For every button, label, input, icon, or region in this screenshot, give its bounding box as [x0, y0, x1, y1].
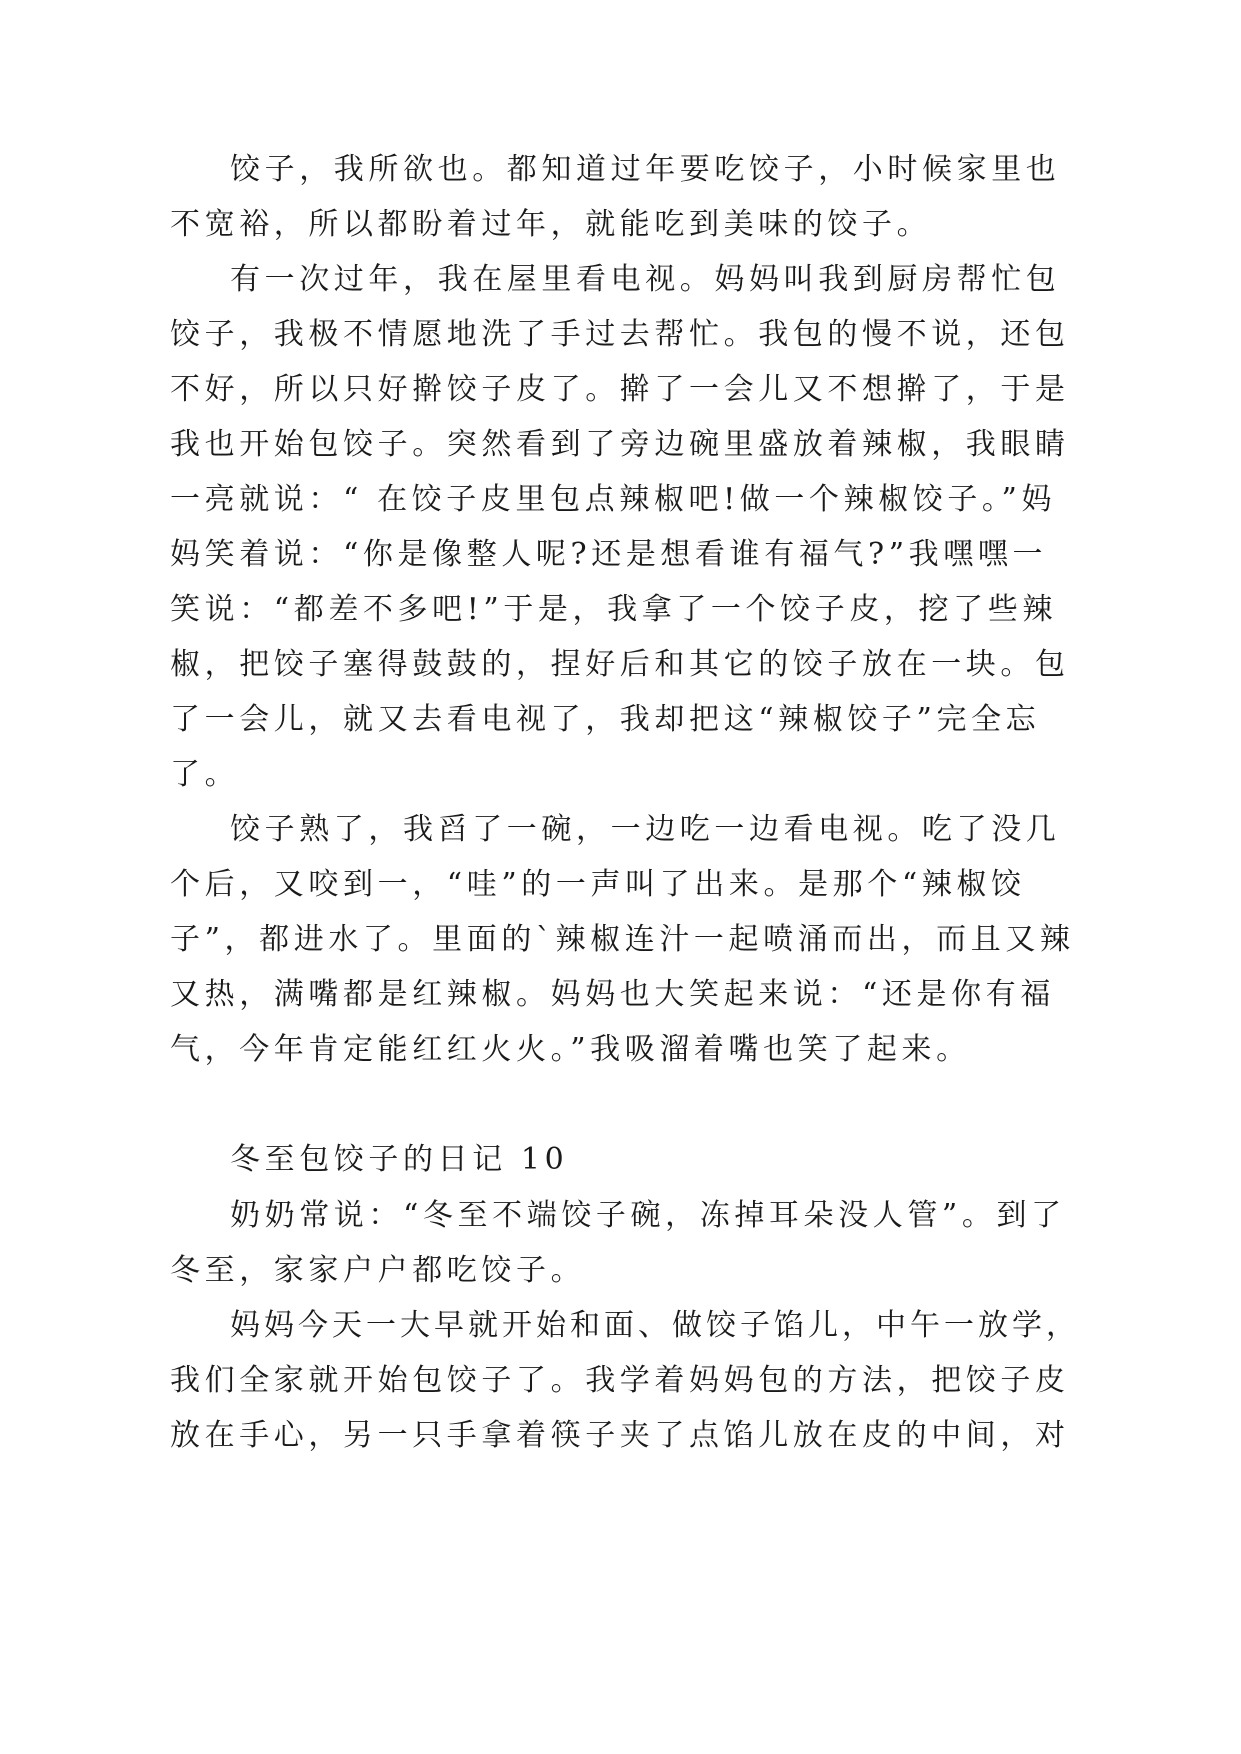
paragraph-line: 一亮就说：“ 在饺子皮里包点辣椒吧!做一个辣椒饺子。”妈	[170, 482, 1057, 517]
paragraph-line: 子”，都进水了。里面的`辣椒连汁一起喷涌而出，而且又辣	[170, 922, 1075, 957]
paragraph-line: 我也开始包饺子。突然看到了旁边碗里盛放着辣椒，我眼睛	[170, 427, 1070, 462]
section-heading: 冬至包饺子的日记 10	[230, 1142, 569, 1177]
paragraph-line: 椒，把饺子塞得鼓鼓的，捏好后和其它的饺子放在一块。包	[170, 647, 1070, 682]
paragraph-line: 冬至，家家户户都吃饺子。	[170, 1253, 586, 1288]
paragraph-line: 饺子，我所欲也。都知道过年要吃饺子，小时候家里也	[230, 152, 1061, 187]
paragraph-line: 个后，又咬到一，“哇”的一声叫了出来。是那个“辣椒饺	[170, 867, 1026, 902]
paragraph-line: 妈妈今天一大早就开始和面、做饺子馅儿，中午一放学，	[230, 1308, 1080, 1343]
paragraph-line: 奶奶常说：“冬至不端饺子碗，冻掉耳朵没人管”。到了	[230, 1198, 1066, 1233]
paragraph-line: 气，今年肯定能红红火火。”我吸溜着嘴也笑了起来。	[170, 1032, 971, 1067]
paragraph-line: 不好，所以只好擀饺子皮了。擀了一会儿又不想擀了，于是	[170, 372, 1070, 407]
paragraph-line: 饺子，我极不情愿地洗了手过去帮忙。我包的慢不说，还包	[170, 317, 1070, 352]
paragraph-line: 不宽裕，所以都盼着过年，就能吃到美味的饺子。	[170, 207, 932, 242]
paragraph-line: 有一次过年，我在屋里看电视。妈妈叫我到厨房帮忙包	[230, 262, 1061, 297]
paragraph-line: 笑说：“都差不多吧!”于是，我拿了一个饺子皮，挖了些辣	[170, 592, 1057, 627]
paragraph-line: 放在手心，另一只手拿着筷子夹了点馅儿放在皮的中间，对	[170, 1418, 1070, 1453]
paragraph-line: 妈笑着说：“你是像整人呢?还是想看谁有福气?”我嘿嘿一	[170, 537, 1048, 572]
paragraph-line: 了。	[170, 757, 240, 792]
paragraph-line: 了一会儿，就又去看电视了，我却把这“辣椒饺子”完全忘	[170, 702, 1041, 737]
paragraph-line: 饺子熟了，我舀了一碗，一边吃一边看电视。吃了没几	[230, 812, 1061, 847]
paragraph-line: 我们全家就开始包饺子了。我学着妈妈包的方法，把饺子皮	[170, 1363, 1070, 1398]
paragraph-line: 又热，满嘴都是红辣椒。妈妈也大笑起来说：“还是你有福	[170, 977, 1055, 1012]
